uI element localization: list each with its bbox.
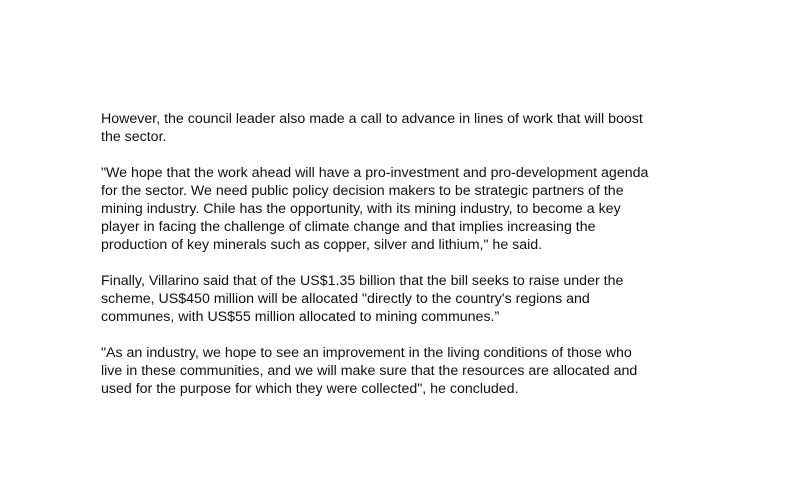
article-body — [101, 110, 711, 416]
paragraph-council-call: However, the council leader also made a call to advance in lines of work that will boost the sector. — [101, 111, 643, 145]
paragraph-investment-quote: "We hope that the work ahead will have a pro-investment and pro-development agenda for the sector. We need public policy decision makers to be strategic partners of the mining industry. Chile has the opportunity, with its mining industry, to become a key player in facing the challenge of climate change and that implies increasing the production of key minerals such as copper, silver and lithium," he said. — [101, 165, 649, 253]
paragraph-funding-allocation: Finally, Villarino said that of the US$1.35 billion that the bill seeks to raise under the scheme, US$450 million will be allocated "directly to the country's regions and communes, with US$55 million allocated to mining communes.” — [101, 273, 624, 325]
paragraph-conclusion-quote: "As an industry, we hope to see an improvement in the living conditions of those who live in these communities, and we will make sure that the resources are allocated and used for the purpose for which they were collected", he concluded. — [101, 345, 638, 397]
